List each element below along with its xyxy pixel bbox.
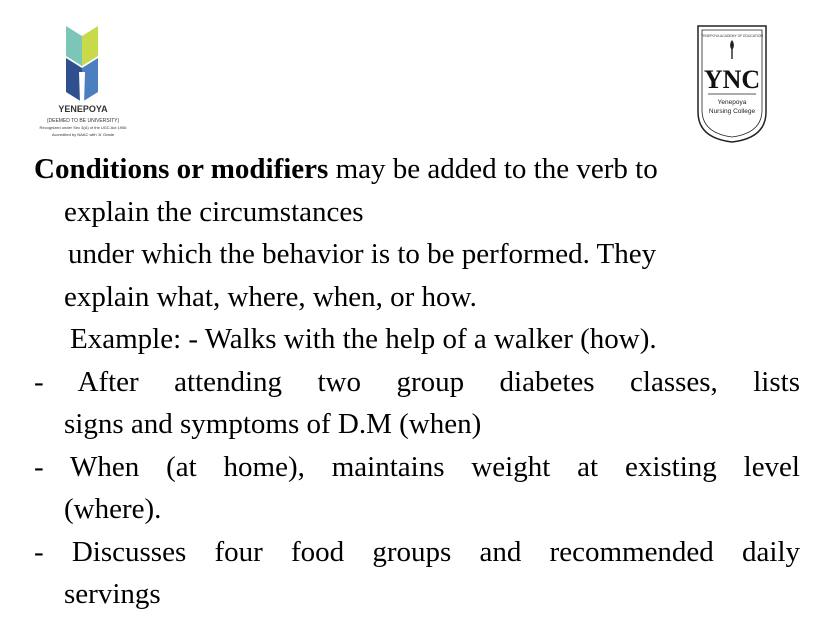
slide-body <box>34 148 800 616</box>
bullet-line-2: - When (at home), maintains weight at existing level <box>34 450 800 483</box>
logo-right-line1: Yenepoya <box>717 99 747 106</box>
body-line-1 <box>34 148 800 191</box>
logo-left-line2: Recognized under Sec 3(A) of the UGC Act 1956 <box>39 125 127 130</box>
logo-left-line3: Accredited by NAAC with 'A' Grade <box>51 132 115 137</box>
lead-rest: may be added to the verb to <box>328 153 658 185</box>
lead-term: Conditions or modifiers <box>34 153 329 185</box>
body-line-4: explain what, where, when, or how. <box>64 280 477 313</box>
bullet-line-3: - Discusses four food groups and recommended daily <box>34 535 800 568</box>
logo-right-arc: YENEPOYA ACADEMY OF EDUCATION <box>701 34 763 38</box>
logo-left-line1: (DEEMED TO BE UNIVERSITY) <box>46 118 120 124</box>
bullet-line-1-cont: signs and symptoms of D.M (when) <box>64 408 482 440</box>
logo-right-monogram: YNC <box>703 65 761 94</box>
example-line: Example: - Walks with the help of a walker (how). <box>70 323 657 355</box>
body-line-3: under which the behavior is to be performed. They <box>68 238 657 270</box>
body-line-2: explain the circumstances <box>64 195 364 228</box>
bullet-line-1: - After attending two group diabetes classes, lists <box>34 365 800 398</box>
yenepoya-university-logo <box>24 22 142 140</box>
yenepoya-nursing-college-logo <box>694 22 770 144</box>
bullet-line-2-cont: (where). <box>64 493 162 525</box>
bullet-line-3-cont: servings <box>64 578 161 610</box>
logo-left-name: YENEPOYA <box>58 104 108 114</box>
logo-right-line2: Nursing College <box>708 108 756 115</box>
